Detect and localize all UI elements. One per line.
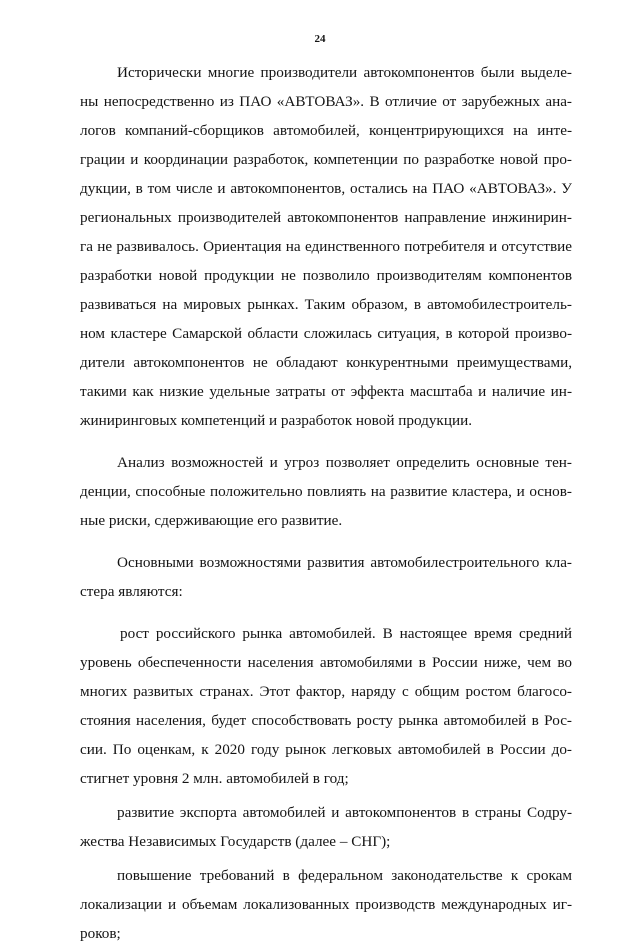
text-line: ном кластере Самарской области сложилась ситуация, в которой произво- <box>80 325 572 342</box>
text-line: ны непосредственно из ПАО «АВТОВАЗ». В отличие от зарубежных ана- <box>80 93 572 110</box>
text-line: Анализ возможностей и угроз позволяет определить основные тен- <box>117 454 572 471</box>
text-line: Основными возможностями развития автомобилестроительного кла- <box>117 554 572 571</box>
paragraph-export <box>80 798 572 856</box>
text-line: жиниринговых компетенций и разработок новой продукции. <box>80 412 472 429</box>
text-line: жества Независимых Государств (далее – СНГ); <box>80 833 391 850</box>
text-line: сии. По оценкам, к 2020 году рынок легковых автомобилей в России до- <box>80 741 572 758</box>
text-line: Исторически многие производители автокомпонентов были выделе- <box>117 64 572 81</box>
text-line: развитие экспорта автомобилей и автокомпонентов в страны Содру- <box>117 804 572 821</box>
text-line: стигнет уровня 2 млн. автомобилей в год; <box>80 770 349 787</box>
text-line: многих развитых странах. Этот фактор, наряду с общим ростом благосо- <box>80 683 572 700</box>
text-line: региональных производителей автокомпонентов направление инжинирин- <box>80 209 572 226</box>
text-line: га не развивалось. Ориентация на единственного потребителя и отсутствие <box>80 238 572 255</box>
text-line: стера являются: <box>80 583 183 600</box>
text-line: локализации и объемам локализованных производств международных иг- <box>80 896 572 913</box>
text-line: рост российского рынка автомобилей. В настоящее время средний <box>120 625 572 642</box>
paragraph-history <box>80 58 572 435</box>
text-line: разработки новой продукции не позволило производителям компонентов <box>80 267 572 284</box>
text-line: стояния населения, будет способствовать росту рынка автомобилей в Рос- <box>80 712 572 729</box>
text-line: грации и координации разработок, компетенции по разработке новой про- <box>80 151 572 168</box>
paragraph-analysis <box>80 448 572 535</box>
paragraph-market-growth <box>80 619 572 793</box>
text-line: денции, способные положительно повлиять на развитие кластера, и основ- <box>80 483 572 500</box>
text-line: роков; <box>80 925 121 942</box>
paragraph-opportunities-intro <box>80 548 572 606</box>
document-body <box>80 58 572 948</box>
text-line: дители автокомпонентов не обладают конкурентными преимуществами, <box>80 354 572 371</box>
text-line: развиваться на мировых рынках. Таким образом, в автомобилестроитель- <box>80 296 572 313</box>
text-line: логов компаний-сборщиков автомобилей, концентрирующихся на инте- <box>80 122 572 139</box>
page-number: 24 <box>314 33 326 45</box>
text-line: уровень обеспеченности населения автомобилями в России ниже, чем во <box>80 654 572 671</box>
text-line: ные риски, сдерживающие его развитие. <box>80 512 343 529</box>
text-line: дукции, в том числе и автокомпонентов, остались на ПАО «АВТОВАЗ». У <box>80 180 572 197</box>
text-line: такими как низкие удельные затраты от эффекта масштаба и наличие ин- <box>80 383 572 400</box>
text-line: повышение требований в федеральном законодательстве к срокам <box>117 867 572 884</box>
